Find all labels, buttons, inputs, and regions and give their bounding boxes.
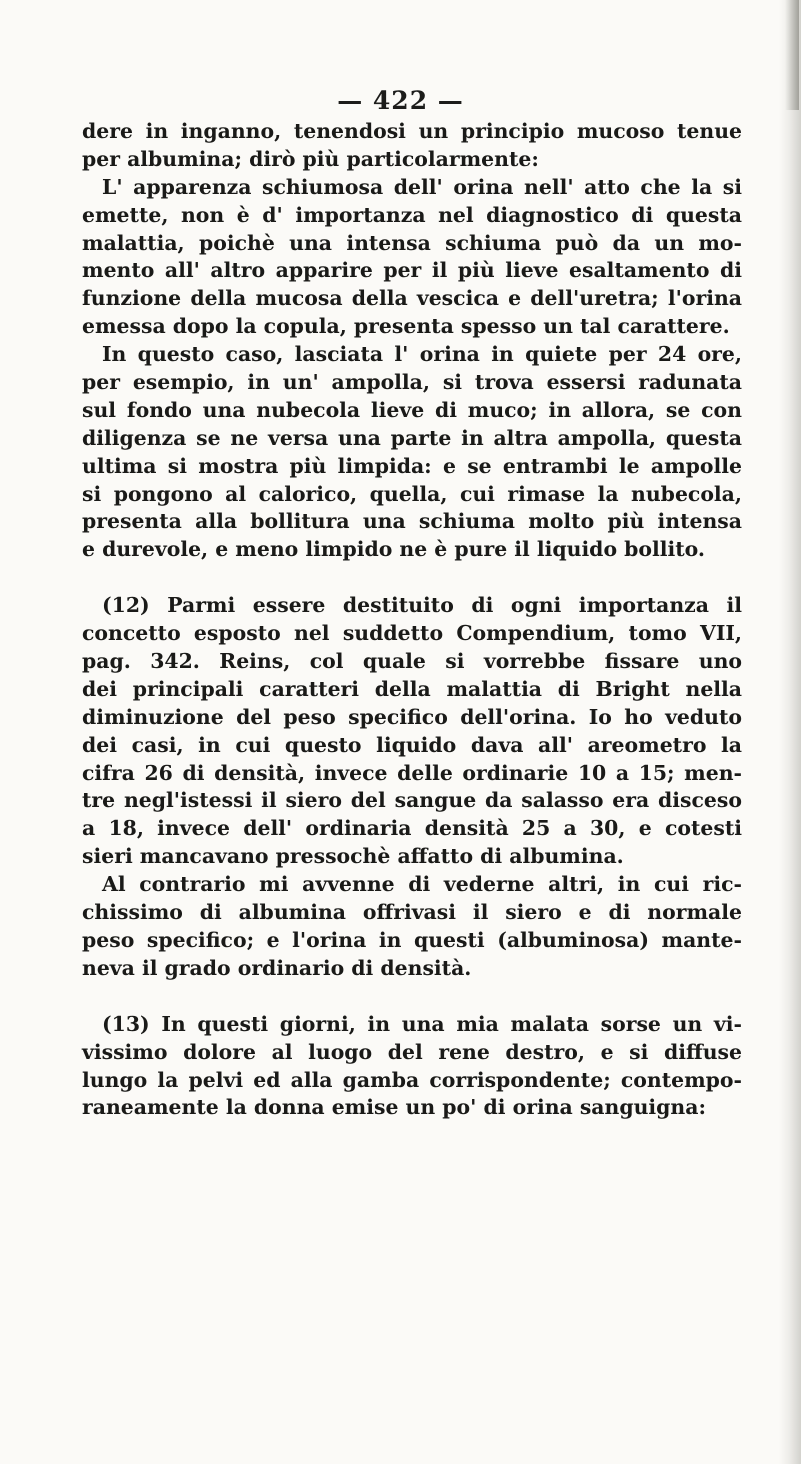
text-line: peso specifico; e l'orina in questi (albuminosa) mante-	[82, 927, 742, 952]
note-13-line: (13) In questi giorni, in una mia malata sorse un vi-	[102, 1011, 742, 1036]
text-line: emessa dopo la copula, presenta spesso un tal carattere.	[82, 314, 730, 339]
text-line: dere in inganno, tenendosi un principio mucoso tenue	[82, 119, 742, 143]
page-edge-shadow	[779, 0, 801, 1464]
text-line: per albumina; dirò più particolarmente:	[82, 146, 539, 171]
text-line: e durevole, e meno limpido ne è pure il liquido bollito.	[82, 537, 705, 562]
text-line: vissimo dolore al luogo del rene destro, e si diffuse	[82, 1039, 742, 1064]
text-line: neva il grado ordinario di densità.	[82, 955, 472, 980]
text-line: diligenza se ne versa una parte in altra ampolla, questa	[82, 425, 742, 450]
text-line: raneamente la donna emise un po' di orina sanguigna:	[82, 1095, 706, 1120]
text-line: ultima si mostra più limpida: e se entrambi le ampolle	[82, 453, 742, 478]
text-line: dei casi, in cui questo liquido dava all' areometro la	[82, 732, 742, 757]
text-line: concetto esposto nel suddetto Compendium, tomo VII,	[82, 621, 742, 646]
text-line: sul fondo una nubecola lieve di muco; in allora, se con	[82, 397, 742, 422]
text-line: L' apparenza schiumosa dell' orina nell' atto che la si	[102, 174, 742, 199]
text-line: chissimo di albumina offrivasi il siero e di normale	[82, 900, 742, 925]
text-line: funzione della mucosa della vescica e dell'uretra; l'orina	[82, 286, 742, 311]
text-line: cifra 26 di densità, invece delle ordinarie 10 a 15; men-	[82, 760, 742, 785]
text-line: mento all' altro apparire per il più lieve esaltamento di	[82, 258, 742, 283]
note-12-line: (12) Parmi essere destituito di ogni importanza il	[102, 593, 742, 618]
text-line: malattia, poichè una intensa schiuma può da un mo-	[82, 230, 742, 255]
text-line: Al contrario mi avvenne di vederne altri, in cui ric-	[102, 872, 742, 897]
text-line: tre negl'istessi il siero del sangue da salasso era disceso	[82, 788, 742, 813]
text-line: sieri mancavano pressochè affatto di albumina.	[82, 844, 624, 869]
page-number: — 422 —	[337, 86, 464, 115]
text-line: per esempio, in un' ampolla, si trova essersi radunata	[82, 370, 742, 395]
text-line: dei principali caratteri della malattia di Bright nella	[82, 676, 742, 701]
text-line: si pongono al calorico, quella, cui rimase la nubecola,	[82, 481, 742, 506]
text-line: presenta alla bollitura una schiuma molto più intensa	[82, 509, 742, 534]
text-line: diminuzione del peso specifico dell'orina. Io ho veduto	[82, 704, 742, 729]
text-line: pag. 342. Reins, col quale si vorrebbe fissare uno	[82, 649, 742, 674]
text-line: In questo caso, lasciata l' orina in quiete per 24 ore,	[102, 342, 742, 367]
text-line: a 18, invece dell' ordinaria densità 25 a 30, e cotesti	[82, 816, 742, 841]
text-line: lungo la pelvi ed alla gamba corrispondente; contempo-	[82, 1067, 742, 1092]
paragraph-gap	[82, 564, 742, 592]
body-text	[82, 118, 742, 1122]
text-line: emette, non è d' importanza nel diagnostico di questa	[82, 202, 742, 227]
paragraph-gap	[82, 983, 742, 1011]
